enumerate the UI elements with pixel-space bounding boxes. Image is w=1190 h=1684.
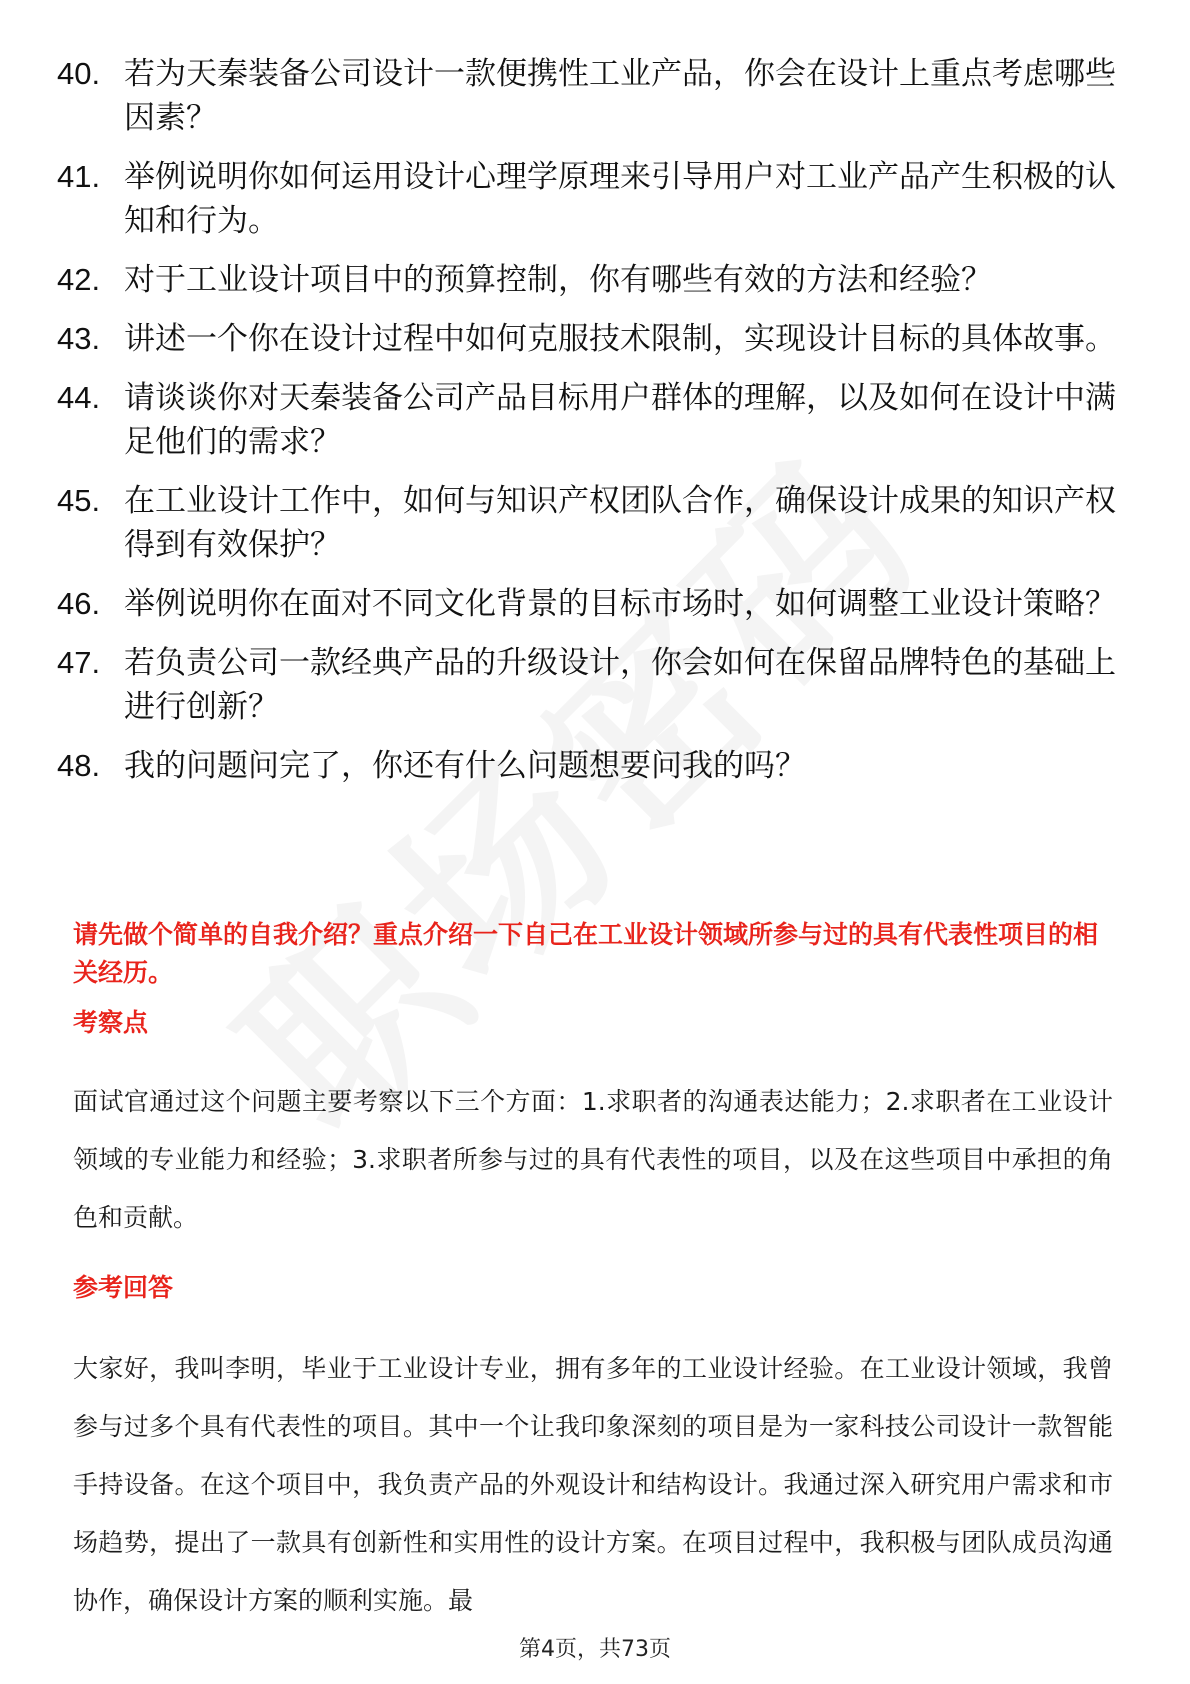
- list-item: [57, 52, 1117, 140]
- question-text: 举例说明你如何运用设计心理学原理来引导用户对工业产品产生积极的认知和行为。: [124, 159, 1116, 239]
- question-number: 46.: [57, 586, 101, 621]
- question-text: 请谈谈你对天秦装备公司产品目标用户群体的理解，以及如何在设计中满足他们的需求？: [124, 380, 1116, 460]
- list-item: [57, 479, 1117, 567]
- reference-heading: 参考回答: [73, 1273, 174, 1302]
- question-number: 44.: [57, 380, 101, 415]
- question-text: 若为天秦装备公司设计一款便携性工业产品，你会在设计上重点考虑哪些因素？: [124, 56, 1116, 136]
- list-item: [57, 317, 1117, 361]
- assessment-heading: 考察点: [73, 1008, 149, 1037]
- question-number: 40.: [57, 56, 101, 91]
- list-item: [57, 582, 1117, 626]
- question-number: 43.: [57, 321, 101, 356]
- list-item: [57, 258, 1117, 302]
- question-number: 41.: [57, 159, 101, 194]
- question-text: 举例说明你在面对不同文化背景的目标市场时，如何调整工业设计策略？: [124, 586, 1116, 622]
- list-item: [57, 376, 1117, 464]
- question-number: 45.: [57, 483, 101, 518]
- question-number: 47.: [57, 645, 101, 680]
- assessment-text: 面试官通过这个问题主要考察以下三个方面：1.求职者的沟通表达能力；2.求职者在工业设计领域的专业能力和经验；3.求职者所参与过的具有代表性的项目，以及在这些项目中承担的角色和贡献。: [73, 1087, 1113, 1232]
- question-text: 讲述一个你在设计过程中如何克服技术限制，实现设计目标的具体故事。: [124, 321, 1116, 357]
- question-number: 48.: [57, 748, 101, 783]
- reference-answer-text: 大家好，我叫李明，毕业于工业设计专业，拥有多年的工业设计经验。在工业设计领域，我曾参与过多个具有代表性的项目。其中一个让我印象深刻的项目是为一家科技公司设计一款智能手持设备。在这个项目中，我负责产品的外观设计和结构设计。我通过深入研究用户需求和市场趋势，提出了一款具有创新性和实用性的设计方案。在项目过程中，我积极与团队成员沟通协作，确保设计方案的顺利实施。最: [73, 1354, 1113, 1615]
- list-item: [57, 641, 1117, 729]
- question-text: 若负责公司一款经典产品的升级设计，你会如何在保留品牌特色的基础上进行创新？: [124, 645, 1116, 725]
- question-list: [57, 52, 1117, 803]
- question-number: 42.: [57, 262, 101, 297]
- question-text: 对于工业设计项目中的预算控制，你有哪些有效的方法和经验？: [124, 262, 992, 298]
- list-item: [57, 744, 1117, 788]
- list-item: [57, 155, 1117, 243]
- featured-question: 请先做个简单的自我介绍？重点介绍一下自己在工业设计领域所参与过的具有代表性项目的相关经历。: [73, 920, 1099, 987]
- page-number: 第4页，共73页: [519, 1637, 671, 1662]
- question-text: 我的问题问完了，你还有什么问题想要问我的吗？: [124, 748, 806, 784]
- question-text: 在工业设计工作中，如何与知识产权团队合作，确保设计成果的知识产权得到有效保护？: [124, 483, 1116, 563]
